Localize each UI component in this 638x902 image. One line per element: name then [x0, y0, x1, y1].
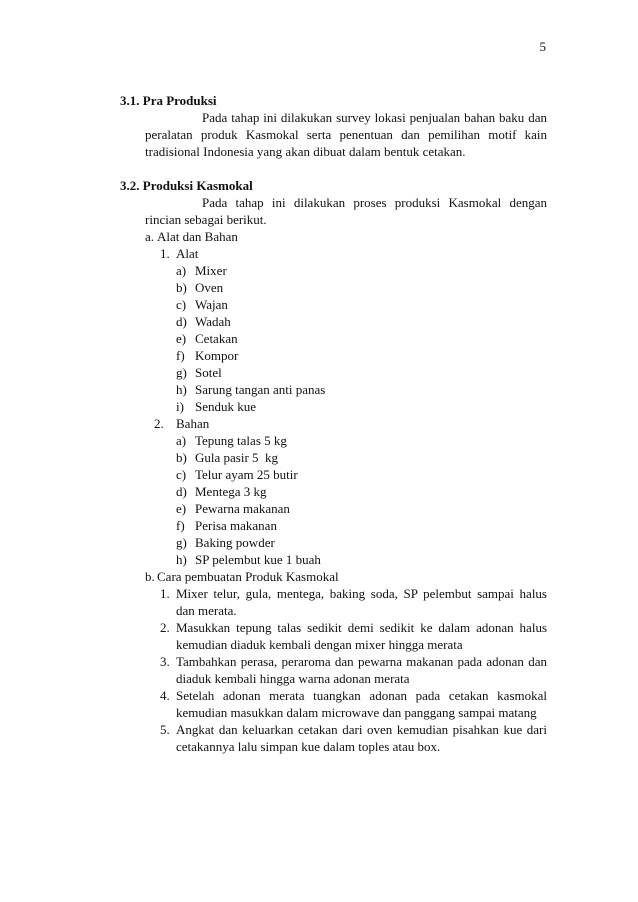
list-text: Sotel — [195, 365, 222, 380]
list-item — [120, 466, 547, 483]
list-label: h) — [176, 382, 187, 397]
list-label: 1. — [160, 246, 170, 261]
list-text: Mixer — [195, 263, 227, 278]
step-item — [120, 653, 547, 687]
list-label: a) — [176, 263, 187, 278]
list-text: SP pelembut kue 1 buah — [195, 552, 321, 567]
list-item — [120, 381, 547, 398]
list-item — [120, 347, 547, 364]
list-label: h) — [176, 552, 187, 567]
list-text: Tepung talas 5 kg — [195, 433, 287, 448]
alat-list — [120, 262, 547, 415]
step-text: Angkat dan keluarkan cetakan dari oven kemudian pisahkan kue dari cetakannya lalu simpan kue dalam toples atau box. — [176, 722, 547, 754]
step-text: Tambahkan perasa, peraroma dan pewarna makanan pada adonan dan diaduk kembali hingga warna adonan merata — [176, 654, 547, 686]
list-text: Gula pasir 5 kg — [195, 450, 279, 465]
list-label: d) — [176, 484, 187, 499]
list-label: c) — [176, 467, 187, 482]
list-text: Telur ayam 25 butir — [195, 467, 298, 482]
step-label: 4. — [160, 688, 170, 703]
list-text: Kompor — [195, 348, 239, 363]
list-item — [120, 330, 547, 347]
list-label: d) — [176, 314, 187, 329]
list-label: b. — [145, 569, 155, 584]
list-label: g) — [176, 365, 187, 380]
step-item — [120, 687, 547, 721]
list-item — [120, 483, 547, 500]
list-label: e) — [176, 331, 187, 346]
list-text: Sarung tangan anti panas — [195, 382, 326, 397]
list-item — [120, 296, 547, 313]
list-label: 2. — [154, 416, 164, 431]
page-number: 5 — [539, 39, 546, 54]
list-item — [120, 313, 547, 330]
list-item-alat — [120, 245, 547, 262]
page-content — [120, 92, 547, 755]
step-label: 1. — [160, 586, 170, 601]
step-label: 2. — [160, 620, 170, 635]
list-text: Bahan — [176, 416, 210, 431]
section-paragraph-produksi-kasmokal: Pada tahap ini dilakukan proses produksi Kasmokal dengan rincian sebagai berikut. — [145, 195, 547, 227]
list-label: f) — [176, 348, 185, 363]
list-item — [120, 364, 547, 381]
list-item — [120, 398, 547, 415]
list-label: b) — [176, 280, 187, 295]
list-item — [120, 449, 547, 466]
step-label: 5. — [160, 722, 170, 737]
list-label: b) — [176, 450, 187, 465]
list-text: Perisa makanan — [195, 518, 277, 533]
list-item — [120, 279, 547, 296]
list-label: i) — [176, 399, 184, 414]
list-text: Mentega 3 kg — [195, 484, 267, 499]
step-item — [120, 721, 547, 755]
bahan-list — [120, 432, 547, 568]
list-label: a. — [145, 229, 155, 244]
steps-list — [120, 585, 547, 755]
list-label: a) — [176, 433, 187, 448]
list-text: Cetakan — [195, 331, 238, 346]
step-label: 3. — [160, 654, 170, 669]
list-text: Alat dan Bahan — [157, 229, 238, 244]
list-item — [120, 432, 547, 449]
list-text: Senduk kue — [195, 399, 257, 414]
list-label: g) — [176, 535, 187, 550]
list-text: Baking powder — [195, 535, 275, 550]
list-label: f) — [176, 518, 185, 533]
step-text: Masukkan tepung talas sedikit demi sedikit ke dalam adonan halus kemudian diaduk kembali dengan mixer hingga merata — [176, 620, 547, 652]
list-text: Wadah — [195, 314, 231, 329]
list-label: e) — [176, 501, 187, 516]
section-paragraph-pra-produksi: Pada tahap ini dilakukan survey lokasi penjualan bahan baku dan peralatan produk Kasmokal serta penentuan dan pemilihan motif kain tradisional Indonesia yang akan dibuat dalam bentuk cetakan. — [145, 110, 547, 159]
section-heading-pra-produksi: 3.1. Pra Produksi — [120, 93, 217, 108]
list-text: Cara pembuatan Produk Kasmokal — [157, 569, 339, 584]
list-item-bahan — [120, 415, 547, 432]
step-text: Mixer telur, gula, mentega, baking soda, SP pelembut sampai halus dan merata. — [176, 586, 547, 618]
list-item — [120, 534, 547, 551]
list-item-alat-dan-bahan — [120, 228, 547, 245]
list-text: Oven — [195, 280, 224, 295]
section-heading-produksi-kasmokal: 3.2. Produksi Kasmokal — [120, 178, 253, 193]
list-item — [120, 500, 547, 517]
list-item — [120, 551, 547, 568]
list-text: Pewarna makanan — [195, 501, 290, 516]
step-item — [120, 619, 547, 653]
list-text: Alat — [176, 246, 199, 261]
list-item — [120, 517, 547, 534]
list-text: Wajan — [195, 297, 228, 312]
list-item — [120, 262, 547, 279]
step-item — [120, 585, 547, 619]
list-item-cara-pembuatan — [120, 568, 547, 585]
list-label: c) — [176, 297, 187, 312]
step-text: Setelah adonan merata tuangkan adonan pada cetakan kasmokal kemudian masukkan dalam microwave dan panggang sampai matang — [176, 688, 547, 720]
